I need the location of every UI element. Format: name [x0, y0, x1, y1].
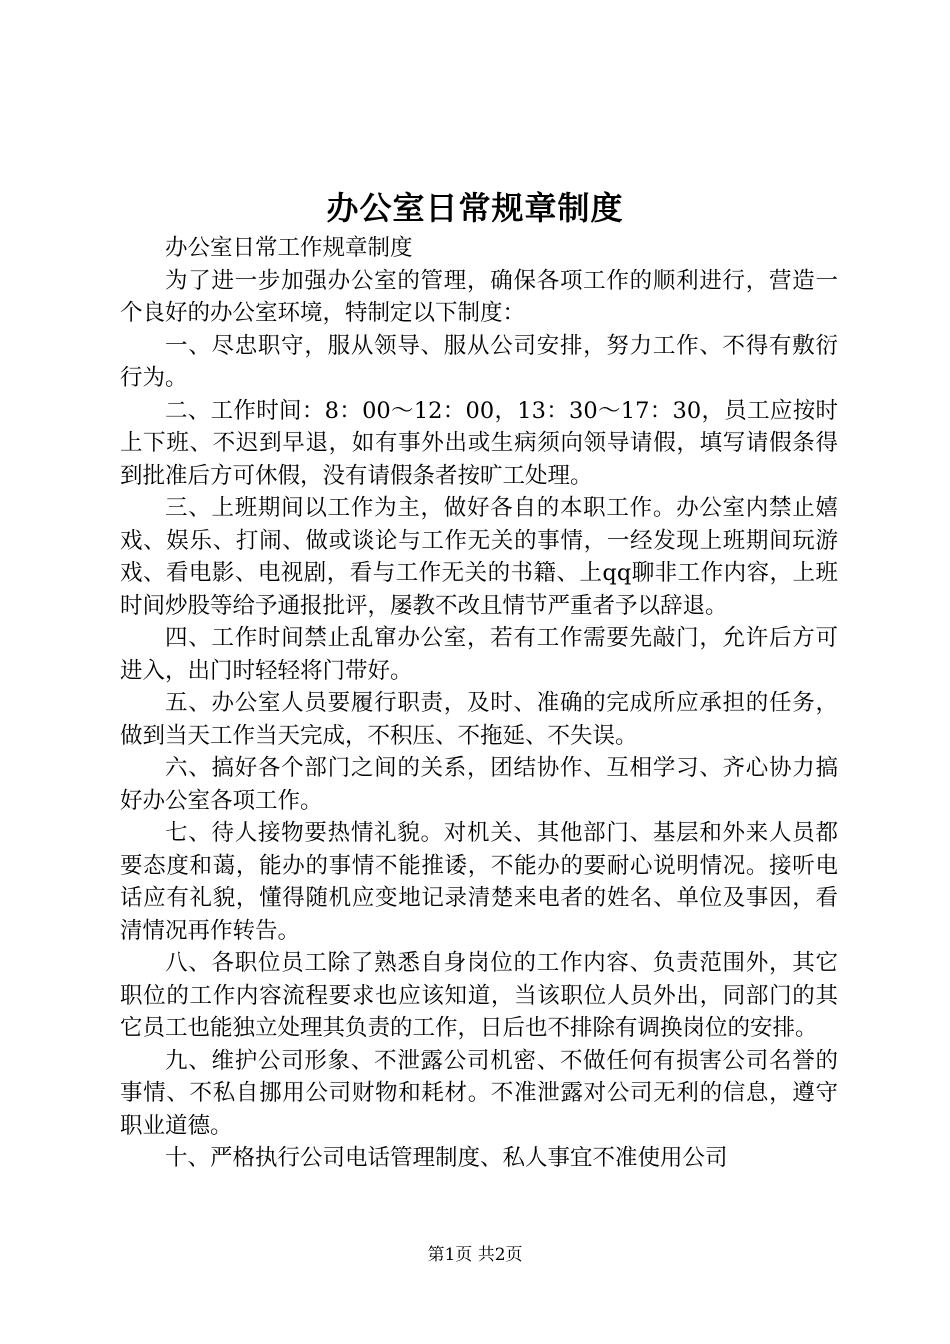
paragraph-rule-4: 四、工作时间禁止乱窜办公室，若有工作需要先敲门，允许后方可进入，出门时轻轻将门带好。	[120, 625, 838, 684]
paragraph-rule-10: 十、严格执行公司电话管理制度、私人事宜不准使用公司	[165, 1145, 728, 1171]
paragraph-rule-2: 二、工作时间：8：00～12：00，13：30～17：30，员工应按时上下班、不迟到早退，如有事外出或生病须向领导请假，填写请假条得到批准后方可休假，没有请假条者按旷工处理。	[120, 397, 838, 489]
document-body	[120, 232, 838, 1175]
paragraph-rule-3: 三、上班期间以工作为主，做好各自的本职工作。办公室内禁止嬉戏、娱乐、打闹、做或谈论与工作无关的事情，一经发现上班期间玩游戏、看电影、电视剧，看与工作无关的书籍、上qq聊非工作内容，上班时间炒股等给予通报批评，屡教不改且情节严重者予以辞退。	[120, 495, 838, 619]
paragraph-rule-6: 六、搞好各个部门之间的关系，团结协作、互相学习、齐心协力搞好办公室各项工作。	[120, 755, 838, 814]
page-footer: 第1页 共2页	[427, 1245, 523, 1265]
paragraph-intro: 为了进一步加强办公室的管理，确保各项工作的顺利进行，营造一个良好的办公室环境，特制定以下制度：	[120, 267, 838, 326]
paragraph-rule-8: 八、各职位员工除了熟悉自身岗位的工作内容、负责范围外，其它职位的工作内容流程要求也应该知道，当该职位人员外出，同部门的其它员工也能独立处理其负责的工作，日后也不排除有调换岗位的安排。	[120, 950, 838, 1041]
paragraph-rule-5: 五、办公室人员要履行职责，及时、准确的完成所应承担的任务，做到当天工作当天完成，不积压、不拖延、不失误。	[120, 690, 838, 749]
paragraph-rule-9: 九、维护公司形象、不泄露公司机密、不做任何有损害公司名誉的事情、不私自挪用公司财物和耗材。不准泄露对公司无利的信息，遵守职业道德。	[120, 1047, 838, 1139]
paragraph-rule-7: 七、待人接物要热情礼貌。对机关、其他部门、基层和外来人员都要态度和蔼，能办的事情不能推诿，不能办的要耐心说明情况。接听电话应有礼貌，懂得随机应变地记录清楚来电者的姓名、单位及事因，看清情况再作转告。	[120, 820, 838, 944]
paragraph-subtitle: 办公室日常工作规章制度	[165, 235, 413, 261]
paragraph-rule-1: 一、尽忠职守，服从领导、服从公司安排，努力工作、不得有敷衍行为。	[120, 332, 838, 391]
document-title: 办公室日常规章制度	[326, 189, 624, 227]
